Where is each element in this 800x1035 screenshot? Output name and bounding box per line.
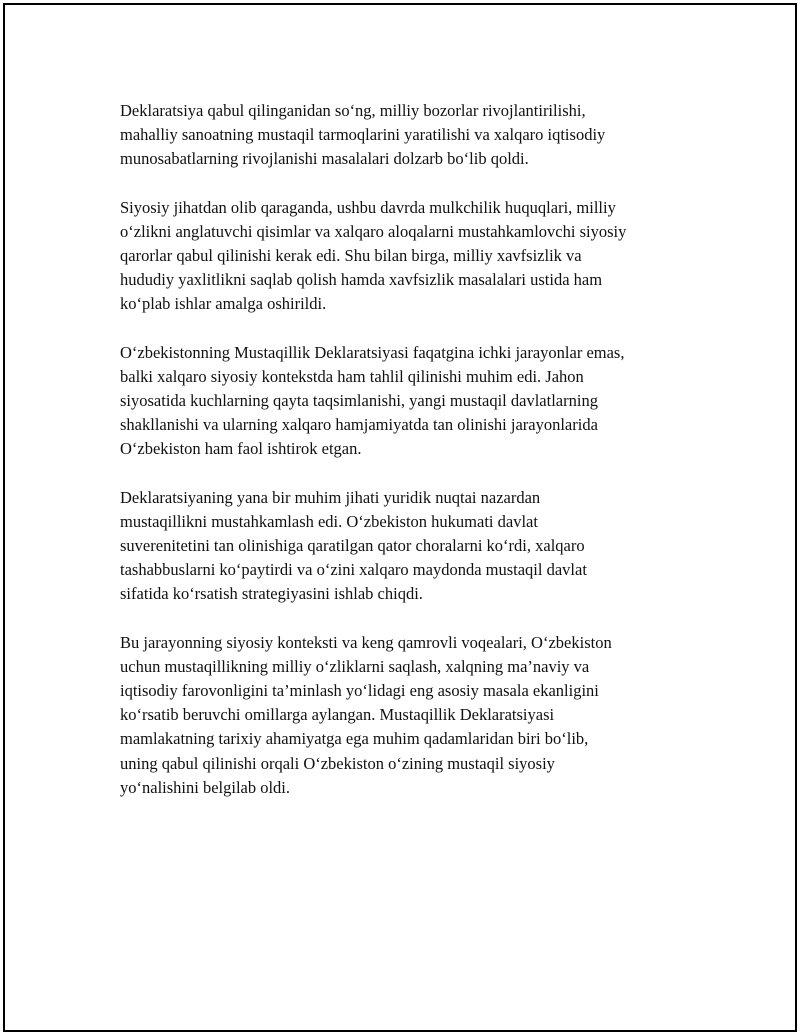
text-line: munosabatlarning rivojlanishi masalalari dolzarb bo‘lib qoldi.: [120, 149, 529, 169]
text-line: Bu jarayonning siyosiy konteksti va keng qamrovli voqealari, O‘zbekiston: [120, 632, 612, 652]
document-page: [3, 3, 797, 1032]
paragraph-2: [120, 196, 690, 317]
text-line: mamlakatning tarixiy ahamiyatga ega muhim qadamlaridan biri bo‘lib,: [120, 729, 589, 749]
paragraph-4: [120, 486, 690, 607]
paragraph-1: [120, 99, 690, 172]
text-line: qarorlar qabul qilinishi kerak edi. Shu bilan birga, milliy xavfsizlik va: [120, 246, 582, 266]
text-line: uchun mustaqillikning milliy o‘zliklarni saqlash, xalqning ma’naviy va: [120, 656, 590, 676]
text-line: balki xalqaro siyosiy kontekstda ham tahlil qilinishi muhim edi. Jahon: [120, 366, 584, 386]
text-line: ko‘plab ishlar amalga oshirildi.: [120, 294, 327, 314]
text-line: mustaqillikni mustahkamlash edi. O‘zbekiston hukumati davlat: [120, 511, 538, 531]
text-line: suverenitetini tan olinishiga qaratilgan qator choralarni ko‘rdi, xalqaro: [120, 536, 585, 556]
text-line: o‘zlikni anglatuvchi qisimlar va xalqaro aloqalarni mustahkamlovchi siyosiy: [120, 221, 627, 241]
paragraph-5: [120, 631, 690, 800]
text-line: Deklaratsiya qabul qilinganidan so‘ng, milliy bozorlar rivojlantirilishi,: [120, 101, 586, 120]
text-line: Deklaratsiyaning yana bir muhim jihati yuridik nuqtai nazardan: [120, 487, 541, 507]
text-line: sifatida ko‘rsatish strategiyasini ishlab chiqdi.: [120, 584, 423, 604]
text-line: tashabbuslarni ko‘paytirdi va o‘zini xalqaro maydonda mustaqil davlat: [120, 560, 587, 580]
text-line: siyosatida kuchlarning qayta taqsimlanishi, yangi mustaqil davlatlarning: [120, 391, 598, 411]
text-line: iqtisodiy farovonligini ta’minlash yo‘lidagi eng asosiy masala ekanligini: [120, 681, 599, 701]
text-line: yo‘nalishini belgilab oldi.: [120, 777, 291, 797]
text-line: shakllanishi va ularning xalqaro hamjamiyatda tan olinishi jarayonlarida: [120, 415, 598, 435]
paragraph-3: [120, 341, 690, 462]
text-line: ko‘rsatib beruvchi omillarga aylangan. Mustaqillik Deklaratsiyasi: [120, 705, 555, 725]
text-line: O‘zbekistonning Mustaqillik Deklaratsiyasi faqatgina ichki jarayonlar emas,: [120, 342, 625, 362]
text-line: hududiy yaxlitlikni saqlab qolish hamda xavfsizlik masalalari ustida ham: [120, 270, 603, 290]
text-line: mahalliy sanoatning mustaqil tarmoqlarini yaratilishi va xalqaro iqtisodiy: [120, 125, 606, 145]
text-line: O‘zbekiston ham faol ishtirok etgan.: [120, 439, 362, 459]
text-line: Siyosiy jihatdan olib qaraganda, ushbu davrda mulkchilik huquqlari, milliy: [120, 197, 616, 217]
document-body: [120, 99, 690, 824]
text-line: uning qabul qilinishi orqali O‘zbekiston o‘zining mustaqil siyosiy: [120, 753, 555, 773]
